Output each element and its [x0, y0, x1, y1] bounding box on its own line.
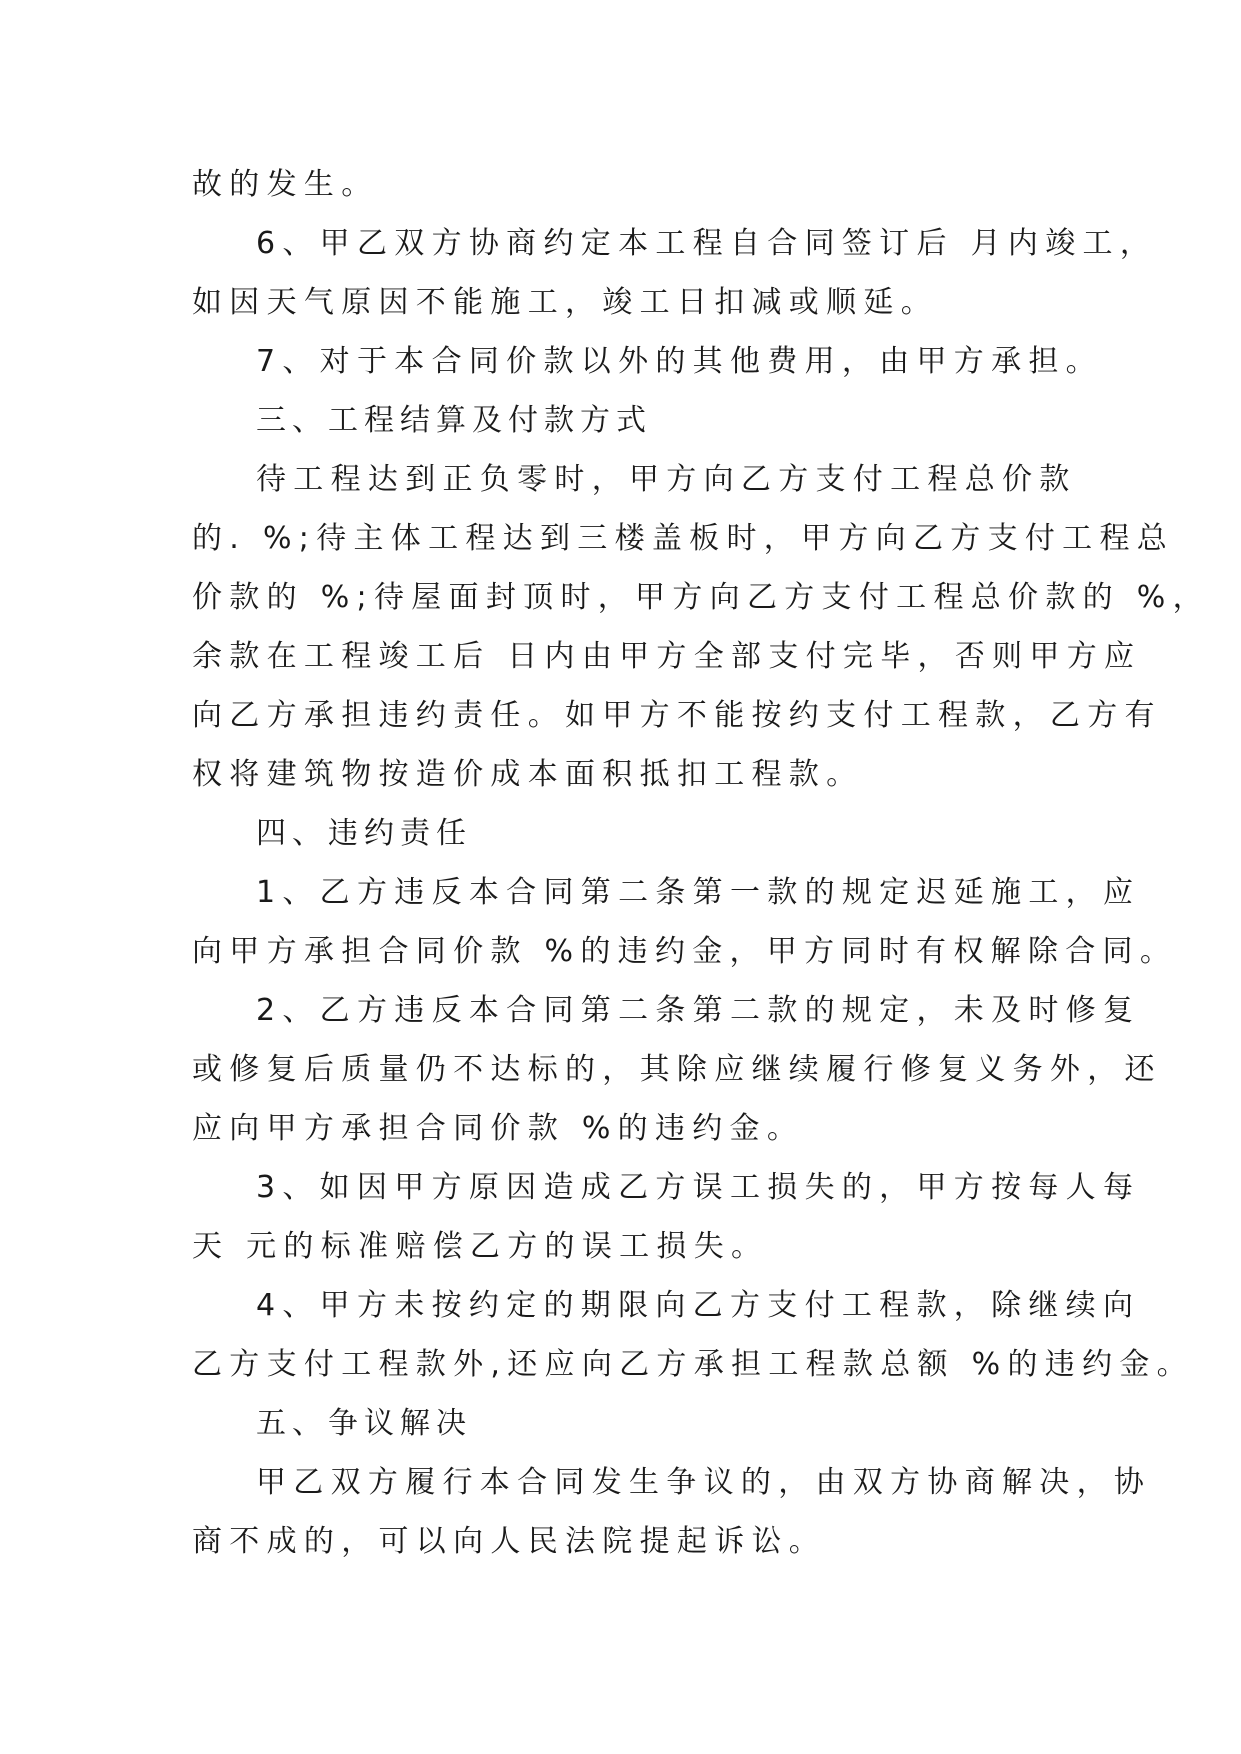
- text-line: 甲乙双方履行本合同发生争议的，由双方协商解决，协: [256, 1465, 1152, 1500]
- text-line: 应向甲方承担合同价款 %的违约金。: [192, 1111, 805, 1146]
- text-line: 权将建筑物按造价成本面积抵扣工程款。: [192, 757, 864, 792]
- text-line: 余款在工程竣工后 日内由甲方全部支付完毕，否则甲方应: [192, 639, 1142, 674]
- clause-1-line: 1、乙方违反本合同第二条第一款的规定迟延施工，应: [256, 875, 1141, 910]
- text-line: 天 元的标准赔偿乙方的误工损失。: [192, 1229, 769, 1264]
- clause-2-line: 2、乙方违反本合同第二条第二款的规定，未及时修复: [256, 993, 1141, 1028]
- text-line: 价款的 %;待屋面封顶时，甲方向乙方支付工程总价款的 %，: [192, 580, 1210, 615]
- section-heading-5: 五、争议解决: [256, 1406, 472, 1441]
- clause-7-line: 7、对于本合同价款以外的其他费用，由甲方承担。: [256, 344, 1103, 379]
- text-line: 或修复后质量仍不达标的，其除应继续履行修复义务外，还: [192, 1052, 1162, 1087]
- clause-3-line: 3、如因甲方原因造成乙方误工损失的，甲方按每人每: [256, 1170, 1141, 1205]
- clause-4-line: 4、甲方未按约定的期限向乙方支付工程款，除继续向: [256, 1288, 1141, 1323]
- text-line: 向乙方承担违约责任。如甲方不能按约支付工程款，乙方有: [192, 698, 1162, 733]
- clause-6-line: 6、甲乙双方协商约定本工程自合同签订后 月内竣工，: [256, 226, 1158, 261]
- text-line: 商不成的，可以向人民法院提起诉讼。: [192, 1524, 827, 1559]
- text-line: 乙方支付工程款外,还应向乙方承担工程款总额 %的违约金。: [192, 1347, 1194, 1382]
- section-heading-4: 四、违约责任: [256, 816, 472, 851]
- text-line: 故的发生。: [192, 167, 379, 202]
- text-line: 待工程达到正负零时，甲方向乙方支付工程总价款: [256, 462, 1077, 497]
- text-line: 的. %;待主体工程达到三楼盖板时，甲方向乙方支付工程总: [192, 521, 1175, 556]
- text-line: 如因天气原因不能施工，竣工日扣减或顺延。: [192, 285, 938, 320]
- section-heading-3: 三、工程结算及付款方式: [256, 403, 652, 438]
- text-line: 向甲方承担合同价款 %的违约金，甲方同时有权解除合同。: [192, 934, 1178, 969]
